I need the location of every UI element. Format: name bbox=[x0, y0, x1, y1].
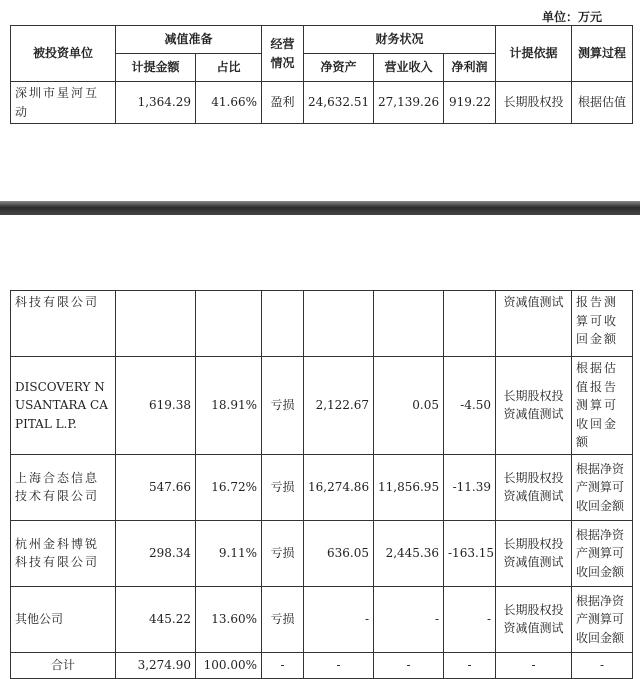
total-ratio: 100.00% bbox=[196, 652, 262, 678]
total-net-assets: - bbox=[304, 652, 374, 678]
amount-cell: 1,364.29 bbox=[116, 82, 196, 124]
total-label: 合计 bbox=[11, 652, 116, 678]
total-row bbox=[11, 652, 633, 678]
revenue-cell: - bbox=[374, 586, 444, 652]
revenue-cell: 11,856.95 bbox=[374, 454, 444, 520]
method-cell: 根据估值 bbox=[572, 82, 633, 124]
table-row bbox=[11, 454, 633, 520]
header-operation: 经营情况 bbox=[262, 26, 304, 82]
header-impairment: 减值准备 bbox=[116, 26, 262, 54]
net-assets-cell: 2,122.67 bbox=[304, 357, 374, 455]
net-profit-cell: 919.22 bbox=[444, 82, 496, 124]
header-basis: 计提依据 bbox=[496, 26, 572, 82]
header-accrual-amount: 计提金额 bbox=[116, 54, 196, 82]
header-investee: 被投资单位 bbox=[11, 26, 116, 82]
company-cell: 科技有限公司 bbox=[11, 291, 116, 357]
total-revenue: - bbox=[374, 652, 444, 678]
ratio-cell: 16.72% bbox=[196, 454, 262, 520]
company-cell: DISCOVERY NUSANTARA CAPITAL L.P. bbox=[11, 357, 116, 455]
net-profit-cell: -11.39 bbox=[444, 454, 496, 520]
basis-cell: 长期股权投资减值测试 bbox=[496, 454, 572, 520]
net-profit-cell bbox=[444, 291, 496, 357]
basis-cell: 长期股权投资减值测试 bbox=[496, 520, 572, 586]
company-cell: 上海合态信息技术有限公司 bbox=[11, 454, 116, 520]
net-assets-cell: 16,274.86 bbox=[304, 454, 374, 520]
amount-cell: 547.66 bbox=[116, 454, 196, 520]
total-method: - bbox=[572, 652, 633, 678]
total-status: - bbox=[262, 652, 304, 678]
net-assets-cell: 24,632.51 bbox=[304, 82, 374, 124]
header-financial-status: 财务状况 bbox=[304, 26, 496, 54]
total-amount: 3,274.90 bbox=[116, 652, 196, 678]
total-net-profit: - bbox=[444, 652, 496, 678]
method-cell: 根据净资产测算可收回金额 bbox=[572, 586, 633, 652]
company-cell: 其他公司 bbox=[11, 586, 116, 652]
status-cell: 亏损 bbox=[262, 454, 304, 520]
net-assets-cell: 636.05 bbox=[304, 520, 374, 586]
status-cell: 亏损 bbox=[262, 357, 304, 455]
company-cell: 深圳市星河互动 bbox=[11, 82, 116, 124]
basis-cell: 资减值测试 bbox=[496, 291, 572, 357]
impairment-table-header-section bbox=[10, 25, 633, 124]
ratio-cell bbox=[196, 291, 262, 357]
table-row bbox=[11, 586, 633, 652]
revenue-cell: 27,139.26 bbox=[374, 82, 444, 124]
method-cell: 根据净资产测算可收回金额 bbox=[572, 454, 633, 520]
header-revenue: 营业收入 bbox=[374, 54, 444, 82]
page-break-divider bbox=[0, 201, 640, 215]
status-cell: 盈利 bbox=[262, 82, 304, 124]
header-method: 测算过程 bbox=[572, 26, 633, 82]
ratio-cell: 9.11% bbox=[196, 520, 262, 586]
method-cell: 报告测算可收回金额 bbox=[572, 291, 633, 357]
basis-cell: 长期股权投资减值测试 bbox=[496, 357, 572, 455]
ratio-cell: 18.91% bbox=[196, 357, 262, 455]
header-net-profit: 净利润 bbox=[444, 54, 496, 82]
amount-cell bbox=[116, 291, 196, 357]
header-net-assets: 净资产 bbox=[304, 54, 374, 82]
net-profit-cell: -163.15 bbox=[444, 520, 496, 586]
basis-cell: 长期股权投资减值测试 bbox=[496, 586, 572, 652]
revenue-cell bbox=[374, 291, 444, 357]
header-ratio: 占比 bbox=[196, 54, 262, 82]
page-gap bbox=[0, 215, 640, 290]
amount-cell: 619.38 bbox=[116, 357, 196, 455]
status-cell bbox=[262, 291, 304, 357]
ratio-cell: 41.66% bbox=[196, 82, 262, 124]
ratio-cell: 13.60% bbox=[196, 586, 262, 652]
amount-cell: 298.34 bbox=[116, 520, 196, 586]
table-row bbox=[11, 82, 633, 124]
revenue-cell: 0.05 bbox=[374, 357, 444, 455]
net-assets-cell: - bbox=[304, 586, 374, 652]
table-row bbox=[11, 357, 633, 455]
total-basis: - bbox=[496, 652, 572, 678]
unit-label: 单位：万元 bbox=[541, 10, 602, 24]
amount-cell: 445.22 bbox=[116, 586, 196, 652]
table-row bbox=[11, 520, 633, 586]
method-cell: 根据净资产测算可收回金额 bbox=[572, 520, 633, 586]
company-cell: 杭州金科博锐科技有限公司 bbox=[11, 520, 116, 586]
net-assets-cell bbox=[304, 291, 374, 357]
basis-cell: 长期股权投 bbox=[496, 82, 572, 124]
method-cell: 根据估值报告测算可收回金额 bbox=[572, 357, 633, 455]
table-row bbox=[11, 291, 633, 357]
status-cell: 亏损 bbox=[262, 520, 304, 586]
revenue-cell: 2,445.36 bbox=[374, 520, 444, 586]
net-profit-cell: -4.50 bbox=[444, 357, 496, 455]
net-profit-cell: - bbox=[444, 586, 496, 652]
impairment-table-continued bbox=[10, 290, 633, 679]
status-cell: 亏损 bbox=[262, 586, 304, 652]
